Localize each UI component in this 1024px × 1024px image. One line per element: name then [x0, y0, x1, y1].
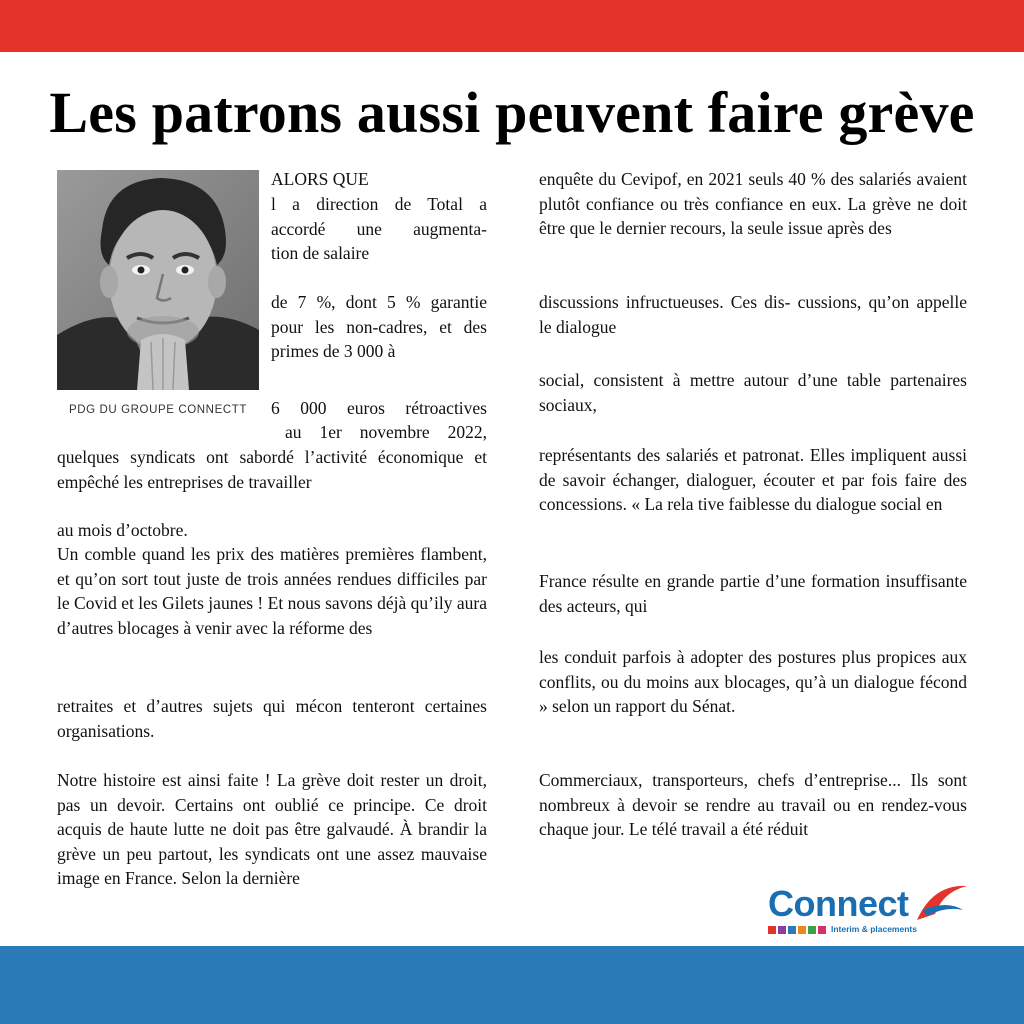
intro-line: tion de salaire: [271, 243, 370, 263]
logo-square-icon: [768, 926, 776, 934]
body-line: au 1er novembre 2022,: [285, 422, 487, 442]
body-paragraph: France résulte en grande partie d’une formation insuffisante des acteurs, qui: [539, 571, 967, 616]
body-line: 6 000 euros rétroactives: [271, 398, 487, 418]
body-paragraph: au mois d’octobre.: [57, 520, 188, 540]
photo-caption: PDG DU GROUPE CONNECTT: [68, 404, 248, 416]
connect-logo: [763, 880, 973, 940]
body-paragraph: Commerciaux, transporteurs, chefs d’entreprise... Ils sont nombreux à devoir se rendre au travail ou en rendez-vous chaque jour. Le télé travail a été réduit: [539, 770, 967, 840]
portrait-photo: [57, 170, 259, 390]
body-paragraph: discussions infructueuses. Ces dis- cussions, qu’on appelle le dialogue: [539, 292, 967, 337]
intro-line: l a direction de Total a: [271, 194, 487, 214]
body-paragraph: enquête du Cevipof, en 2021 seuls 40 % des salariés avaient plutôt confiance ou très confiance en eux. La grève ne doit être que le dernier recours, la seule issue après des: [539, 169, 967, 239]
logo-square-icon: [788, 926, 796, 934]
body-paragraph: retraites et d’autres sujets qui mécon tenteront certaines organisations.: [57, 696, 487, 741]
intro-line: accordé une augmenta-: [271, 219, 487, 239]
logo-square-icon: [808, 926, 816, 934]
body-paragraph: quelques syndicats ont sabordé l’activité économique et empêché les entreprises de travailler: [57, 447, 487, 492]
logo-square-icon: [778, 926, 786, 934]
logo-wordmark: Connect: [768, 883, 909, 924]
logo-swoosh-icon: [913, 880, 969, 926]
headline: Les patrons aussi peuvent faire grève: [49, 80, 975, 145]
bottom-blue-bar: [0, 946, 1024, 1024]
body-paragraph: représentants des salariés et patronat. Elles impliquent aussi de savoir échanger, dialoguer, écouter et par fois faire des concessions. « La rela tive faiblesse du dialogue social en: [539, 445, 967, 515]
intro-line: ALORS QUE: [271, 169, 369, 189]
body-paragraph: de 7 %, dont 5 % garantie pour les non-cadres, et des primes de 3 000 à: [271, 292, 487, 362]
body-paragraph: les conduit parfois à adopter des postures plus propices aux conflits, ou du moins aux blocages, qu’à un dialogue fécond » selon un rapport du Sénat.: [539, 647, 967, 717]
body-paragraph: social, consistent à mettre autour d’une table partenaires sociaux,: [539, 370, 967, 415]
top-red-bar: [0, 0, 1024, 52]
body-paragraph: Notre histoire est ainsi faite ! La grève doit rester un droit, pas un devoir. Certains ont oublié ce principe. Ce droit acquis de haute lutte ne doit pas être galvaudé. À brandir la grève un peu partout, les syndicats ont une assez mauvaise image en France. Selon la dernière: [57, 770, 487, 889]
logo-square-icon: [818, 926, 826, 934]
logo-tagline: Interim & placements: [831, 924, 917, 934]
logo-square-icon: [798, 926, 806, 934]
body-paragraph: Un comble quand les prix des matières premières flambent, et qu’on sort tout juste de trois années rendues difficiles par le Covid et les Gilets jaunes ! Et nous savons déjà qu’ily aura d’autres blocages à venir avec la réforme des: [57, 544, 487, 638]
